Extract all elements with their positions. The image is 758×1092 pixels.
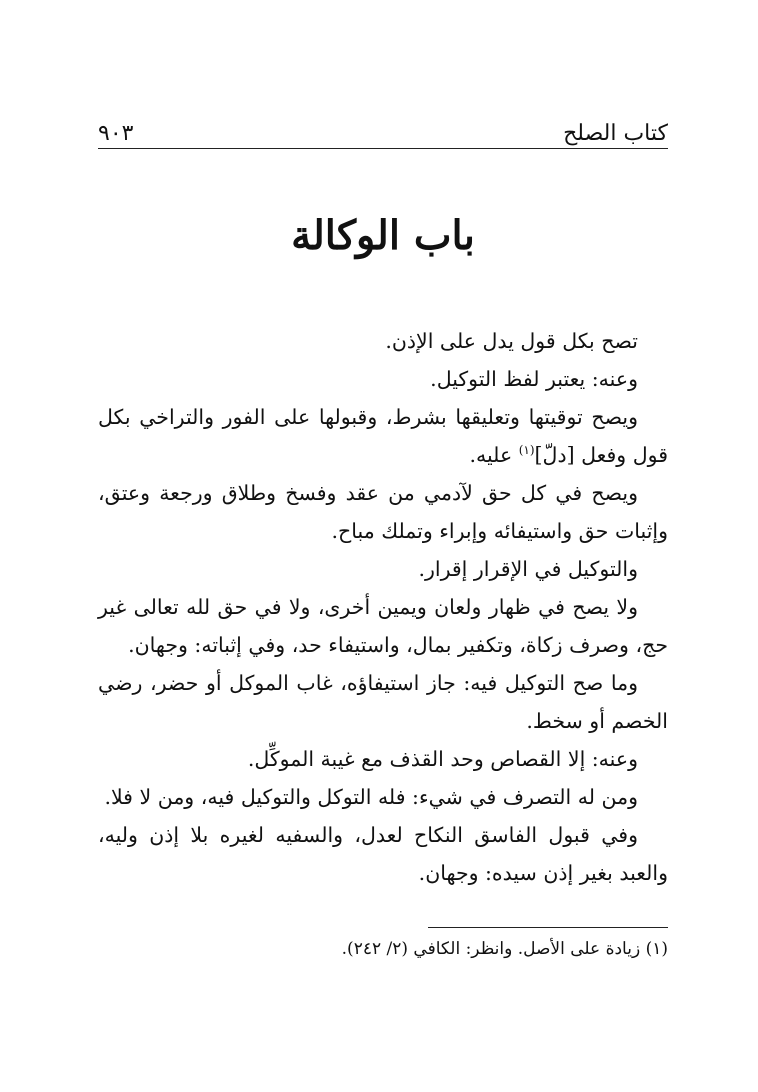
paragraph-6: ولا يصح في ظهار ولعان ويمين أخرى، ولا في حق لله تعالى غير حج، وصرف زكاة، وتكفير بمال، واستيفاء حد، وفي إثباته: وجهان.: [98, 595, 668, 657]
paragraph-7: وما صح التوكيل فيه: جاز استيفاؤه، غاب الموكل أو حضر، رضي الخصم أو سخط.: [98, 671, 668, 733]
paragraph-3-ending: عليه.: [469, 443, 519, 467]
footnote-reference[interactable]: (١): [518, 443, 535, 458]
footnote: (١) زيادة على الأصل. وانظر: الكافي (٢/ ٢٤٢).: [341, 939, 668, 959]
paragraph-10: وفي قبول الفاسق النكاح لعدل، والسفيه لغيره بلا إذن وليه، والعبد بغير إذن سيده: وجهان.: [98, 823, 668, 885]
paragraph-3-text: ويصح توقيتها وتعليقها بشرط، وقبولها على الفور والتراخي بكل قول وفعل [دلّ]: [98, 405, 668, 467]
book-title: كتاب الصلح: [563, 121, 668, 146]
paragraph-5: والتوكيل في الإقرار إقرار.: [418, 557, 638, 581]
paragraph-4: ويصح في كل حق لآدمي من عقد وفسخ وطلاق ورجعة وعتق، وإثبات حق واستيفائه وإبراء وتملك مباح.: [98, 481, 668, 543]
paragraph-1: تصح بكل قول يدل على الإذن.: [385, 329, 638, 353]
footnote-rule: [428, 927, 668, 928]
paragraph-3: [98, 398, 668, 474]
body-text: [98, 322, 668, 892]
paragraph-9: ومن له التصرف في شيء: فله التوكل والتوكيل فيه، ومن لا فلا.: [104, 785, 638, 809]
page-number: ٩٠٣: [98, 121, 134, 146]
header-rule: [98, 148, 668, 149]
paragraph-2: وعنه: يعتبر لفظ التوكيل.: [430, 367, 638, 391]
paragraph-8: وعنه: إلا القصاص وحد القذف مع غيبة الموكِّل.: [247, 747, 638, 771]
running-header: [98, 112, 668, 146]
chapter-title: باب الوكالة: [291, 212, 475, 259]
